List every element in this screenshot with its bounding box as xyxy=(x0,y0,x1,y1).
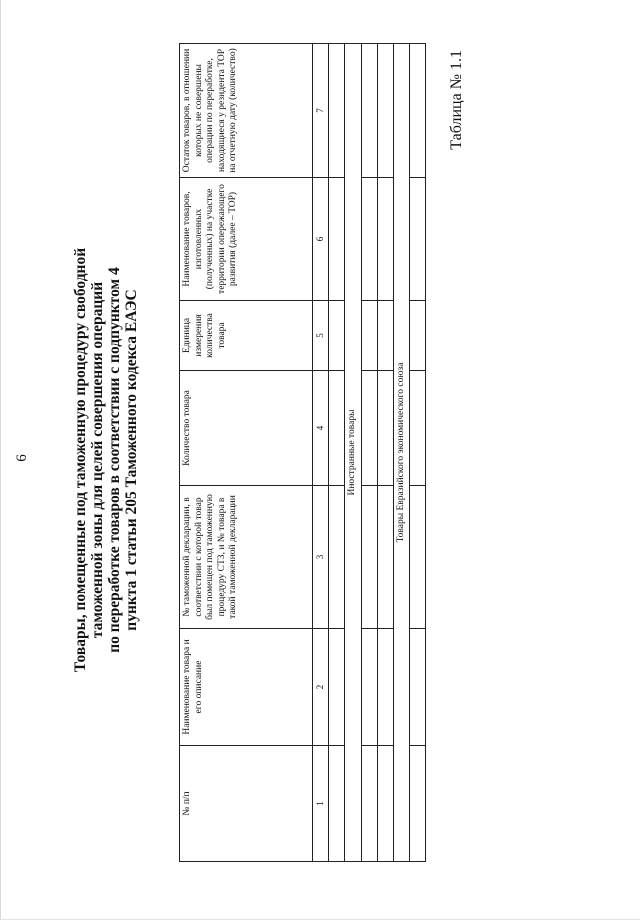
table-cell xyxy=(329,301,345,371)
column-header: Наименование товаров, изготовленных (полученных) на участке территории опережающего развития (далее – ТОР) xyxy=(180,178,313,301)
column-header: № таможенной декларации, в соответствии с которой товар был помещен под таможенную процедуру СТЗ, и № товара в такой таможенной декларации xyxy=(180,486,313,629)
table-row xyxy=(377,44,393,862)
table-cell xyxy=(361,629,377,746)
table-row xyxy=(361,44,377,862)
table-cell xyxy=(361,486,377,629)
table-cell xyxy=(377,178,393,301)
column-number: 2 xyxy=(313,629,329,746)
table-cell xyxy=(410,486,426,629)
table-cell xyxy=(329,486,345,629)
section-row-eaeu xyxy=(393,44,410,862)
table-cell xyxy=(410,178,426,301)
table-cell xyxy=(329,44,345,178)
column-number: 1 xyxy=(313,746,329,862)
title-line: по переработке товаров в соответствии с подпунктом 4 xyxy=(106,267,123,653)
column-header: Остаток товаров, в отношении которых не совершены операции по переработке, находящиеся у резидента ТОР на отчетную дату (количество) xyxy=(180,44,313,178)
table-cell xyxy=(410,746,426,862)
table-cell xyxy=(377,746,393,862)
column-header: Количество товара xyxy=(180,371,313,486)
title-line: пункта 1 статьи 205 Таможенного кодекса ЕАЭС xyxy=(123,289,140,631)
section-label: Товары Евразийского экономического союза xyxy=(393,44,410,862)
table-cell xyxy=(329,746,345,862)
title-line: Товары, помещенные под таможенную процедуру свободной xyxy=(72,247,89,673)
table-row xyxy=(329,44,345,862)
column-number: 4 xyxy=(313,371,329,486)
table-cell xyxy=(361,178,377,301)
table-cell xyxy=(361,44,377,178)
table-cell xyxy=(410,371,426,486)
table-cell xyxy=(361,746,377,862)
section-row-foreign xyxy=(345,44,362,862)
column-number: 7 xyxy=(313,44,329,178)
column-header: Единица измерения количества товара xyxy=(180,301,313,371)
table-header-row xyxy=(180,44,313,862)
table-cell xyxy=(377,629,393,746)
table-row xyxy=(410,44,426,862)
table-cell xyxy=(329,178,345,301)
table-cell xyxy=(329,629,345,746)
column-number: 5 xyxy=(313,301,329,371)
goods-table xyxy=(179,43,426,862)
column-number: 3 xyxy=(313,486,329,629)
table-cell xyxy=(410,301,426,371)
document-title xyxy=(72,0,140,920)
table-cell xyxy=(410,629,426,746)
title-line: таможенной зоны для целей совершения операций xyxy=(89,281,106,639)
column-header: № п/п xyxy=(180,746,313,862)
page-number: 6 xyxy=(14,454,30,462)
table-cell xyxy=(377,486,393,629)
column-number: 6 xyxy=(313,178,329,301)
table-cell xyxy=(361,301,377,371)
table-cell xyxy=(377,301,393,371)
table-cell xyxy=(377,44,393,178)
table-caption: Таблица № 1.1 xyxy=(448,50,465,150)
column-number-row xyxy=(313,44,329,862)
table-cell xyxy=(410,44,426,178)
table-cell xyxy=(329,371,345,486)
column-header: Наименование товара и его описание xyxy=(180,629,313,746)
section-label: Иностранные товары xyxy=(345,44,362,862)
table-cell xyxy=(377,371,393,486)
table-cell xyxy=(361,371,377,486)
